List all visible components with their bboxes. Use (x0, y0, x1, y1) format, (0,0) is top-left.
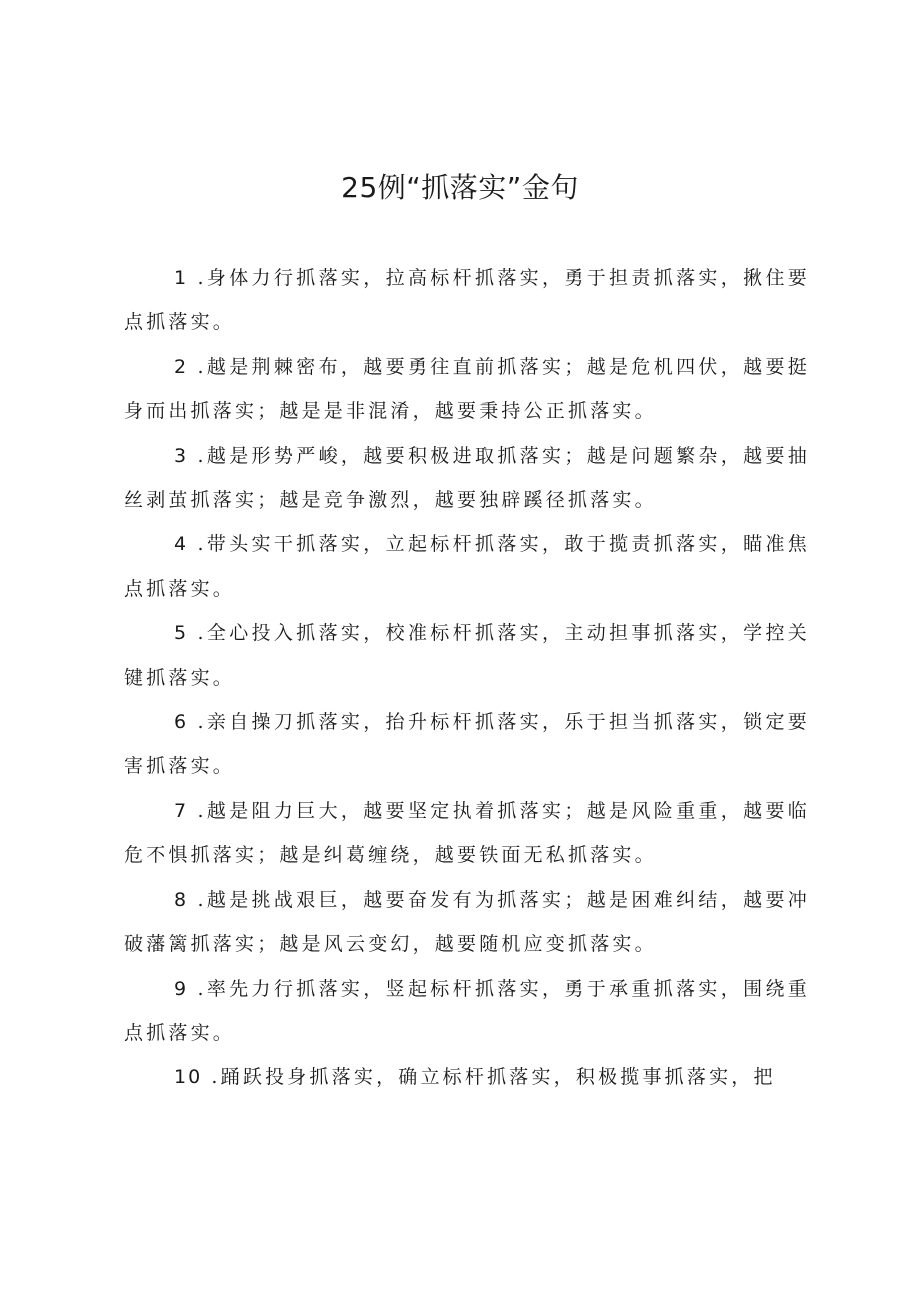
item-number: 8 (174, 888, 189, 911)
list-item (124, 878, 810, 967)
item-text: 带头实干抓落实，立起标杆抓落实，敢于揽责抓落实，瞄准焦点抓落实。 (124, 533, 810, 600)
item-text: 越是阻力巨大，越要坚定执着抓落实；越是风险重重，越要临危不惧抓落实；越是纠葛缠绕，越要铁面无私抓落实。 (124, 799, 810, 867)
item-text: 亲自操刀抓落实，抬升标杆抓落实，乐于担当抓落实，锁定要害抓落实。 (124, 711, 810, 778)
list-item (124, 611, 810, 700)
item-number: 10 (174, 1066, 203, 1089)
item-separator: . (188, 622, 207, 645)
item-number: 2 (174, 355, 189, 378)
item-number: 5 (174, 622, 189, 645)
item-number: 4 (174, 533, 189, 556)
item-separator: . (188, 977, 207, 1000)
list-item (124, 434, 810, 523)
item-text: 率先力行抓落实，竖起标杆抓落实，勇于承重抓落实，围绕重点抓落实。 (124, 977, 810, 1044)
list-item (124, 256, 810, 345)
item-number: 9 (174, 977, 189, 1000)
document-title: 25例“抓落实”金句 (341, 171, 579, 204)
item-separator: . (188, 799, 207, 822)
item-text: 越是形势严峻，越要积极进取抓落实；越是问题繁杂，越要抽丝剥茧抓落实；越是竞争激烈，越要独辟蹊径抓落实。 (124, 444, 810, 512)
list-item (124, 967, 810, 1056)
item-number: 3 (174, 444, 189, 467)
item-separator: . (188, 888, 207, 911)
item-text: 踊跃投身抓落实，确立标杆抓落实，积极揽事抓落实，把 (220, 1066, 776, 1089)
item-separator: . (202, 1066, 221, 1089)
list-item (124, 522, 810, 611)
item-separator: . (188, 444, 207, 467)
item-number: 1 (174, 267, 189, 289)
list-item (124, 700, 810, 789)
document-body (124, 256, 810, 1100)
item-number: 6 (174, 711, 189, 734)
item-text: 越是荆棘密布，越要勇往直前抓落实；越是危机四伏，越要挺身而出抓落实；越是是非混淆，越要秉持公正抓落实。 (124, 355, 810, 423)
item-separator: . (188, 533, 207, 556)
item-text: 全心投入抓落实，校准标杆抓落实，主动担事抓落实，学控关键抓落实。 (124, 622, 810, 689)
item-text: 越是挑战艰巨，越要奋发有为抓落实；越是困难纠结，越要冲破藩篱抓落实；越是风云变幻，越要随机应变抓落实。 (124, 888, 810, 956)
list-item (124, 345, 810, 434)
list-item (124, 1055, 810, 1099)
item-separator: . (188, 267, 207, 289)
item-separator: . (188, 355, 207, 378)
list-item (124, 789, 810, 878)
item-number: 7 (174, 799, 189, 822)
item-text: 身体力行抓落实，拉高标杆抓落实，勇于担责抓落实，揪住要点抓落实。 (124, 267, 810, 334)
item-separator: . (188, 711, 207, 734)
